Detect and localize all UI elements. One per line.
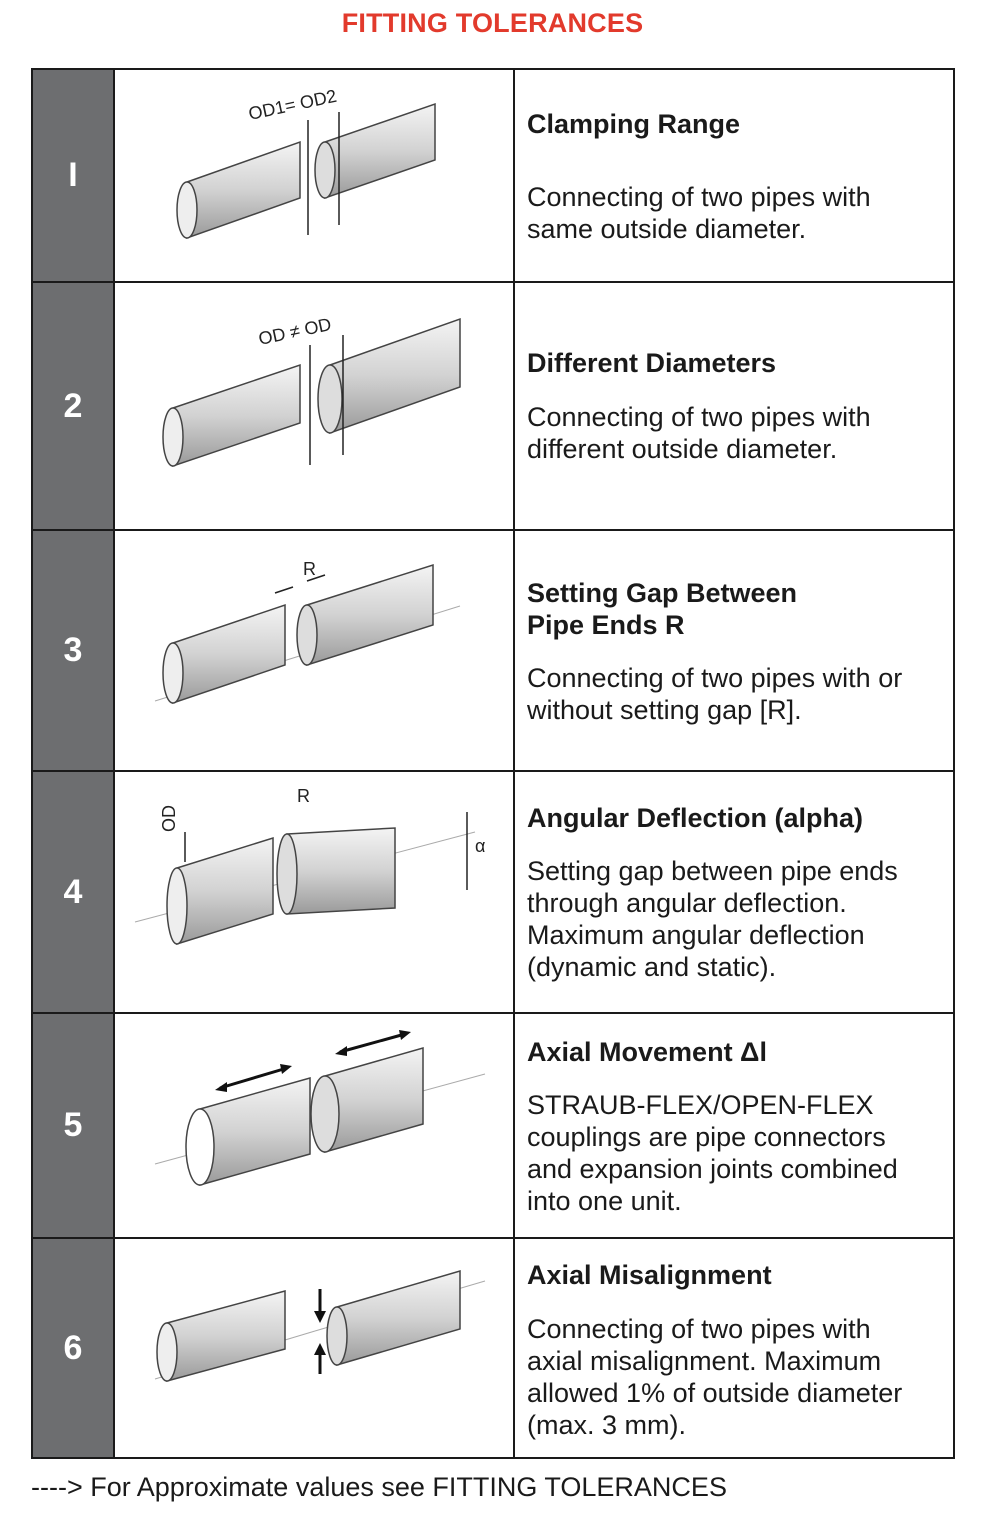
footer-note: ----> For Approximate values see FITTING TOLERANCES [31, 1472, 727, 1502]
pipe-diagram [115, 772, 513, 1012]
pipe-diagram [115, 1014, 513, 1237]
table-row [33, 770, 953, 1012]
diagram-label-r: R [297, 786, 310, 806]
pipe-diagram [115, 70, 513, 281]
tolerances-table [31, 68, 955, 1459]
diagram-label: R [303, 559, 316, 579]
pipe-diagram [115, 1239, 513, 1457]
different-diameters-diagram [115, 283, 515, 529]
row-description: STRAUB-FLEX/OPEN-FLEX couplings are pipe connectors and expansion joints combined into one unit. [527, 1090, 898, 1216]
clamping-range-diagram [115, 70, 515, 281]
row-number: 3 [33, 531, 115, 770]
row-number: 5 [33, 1014, 115, 1237]
setting-gap-diagram [115, 531, 515, 770]
row-description: Connecting of two pipes with axial misalignment. Maximum allowed 1% of outside diameter (max. 3 mm). [527, 1314, 903, 1440]
row-description: Connecting of two pipes with different outside diameter. [527, 402, 871, 464]
diagram-label: OD1= OD2 [246, 85, 339, 124]
row-description: Setting gap between pipe ends through angular deflection. Maximum angular deflection (dynamic and static). [527, 856, 898, 982]
row-number: I [33, 70, 115, 281]
table-row [33, 281, 953, 529]
table-row [33, 1012, 953, 1237]
table-row [33, 70, 953, 281]
row-heading: Axial Misalignment [527, 1260, 772, 1290]
pipe-diagram [115, 283, 513, 529]
diagram-label-alpha: α [475, 836, 486, 856]
axial-misalignment-diagram [115, 1239, 515, 1457]
pipe-diagram [115, 531, 513, 770]
row-number: 4 [33, 772, 115, 1012]
row-heading: Setting Gap Between Pipe Ends R [527, 578, 798, 640]
row-heading: Different Diameters [527, 348, 777, 378]
row-heading: Angular Deflection (alpha) [527, 803, 864, 833]
row-number: 2 [33, 283, 115, 529]
table-row [33, 529, 953, 770]
table-row [33, 1237, 953, 1457]
row-description: Connecting of two pipes with same outside diameter. [527, 182, 871, 244]
page-title: FITTING TOLERANCES [341, 8, 644, 38]
diagram-label: OD ≠ OD [256, 313, 334, 349]
row-heading: Clamping Range [527, 109, 741, 139]
angular-deflection-diagram [115, 772, 515, 1012]
axial-movement-diagram [115, 1014, 515, 1237]
diagram-label-od: OD [159, 805, 179, 832]
row-number: 6 [33, 1239, 115, 1457]
row-description: Connecting of two pipes with or without setting gap [R]. [527, 663, 903, 725]
row-heading: Axial Movement Δl [527, 1037, 767, 1067]
